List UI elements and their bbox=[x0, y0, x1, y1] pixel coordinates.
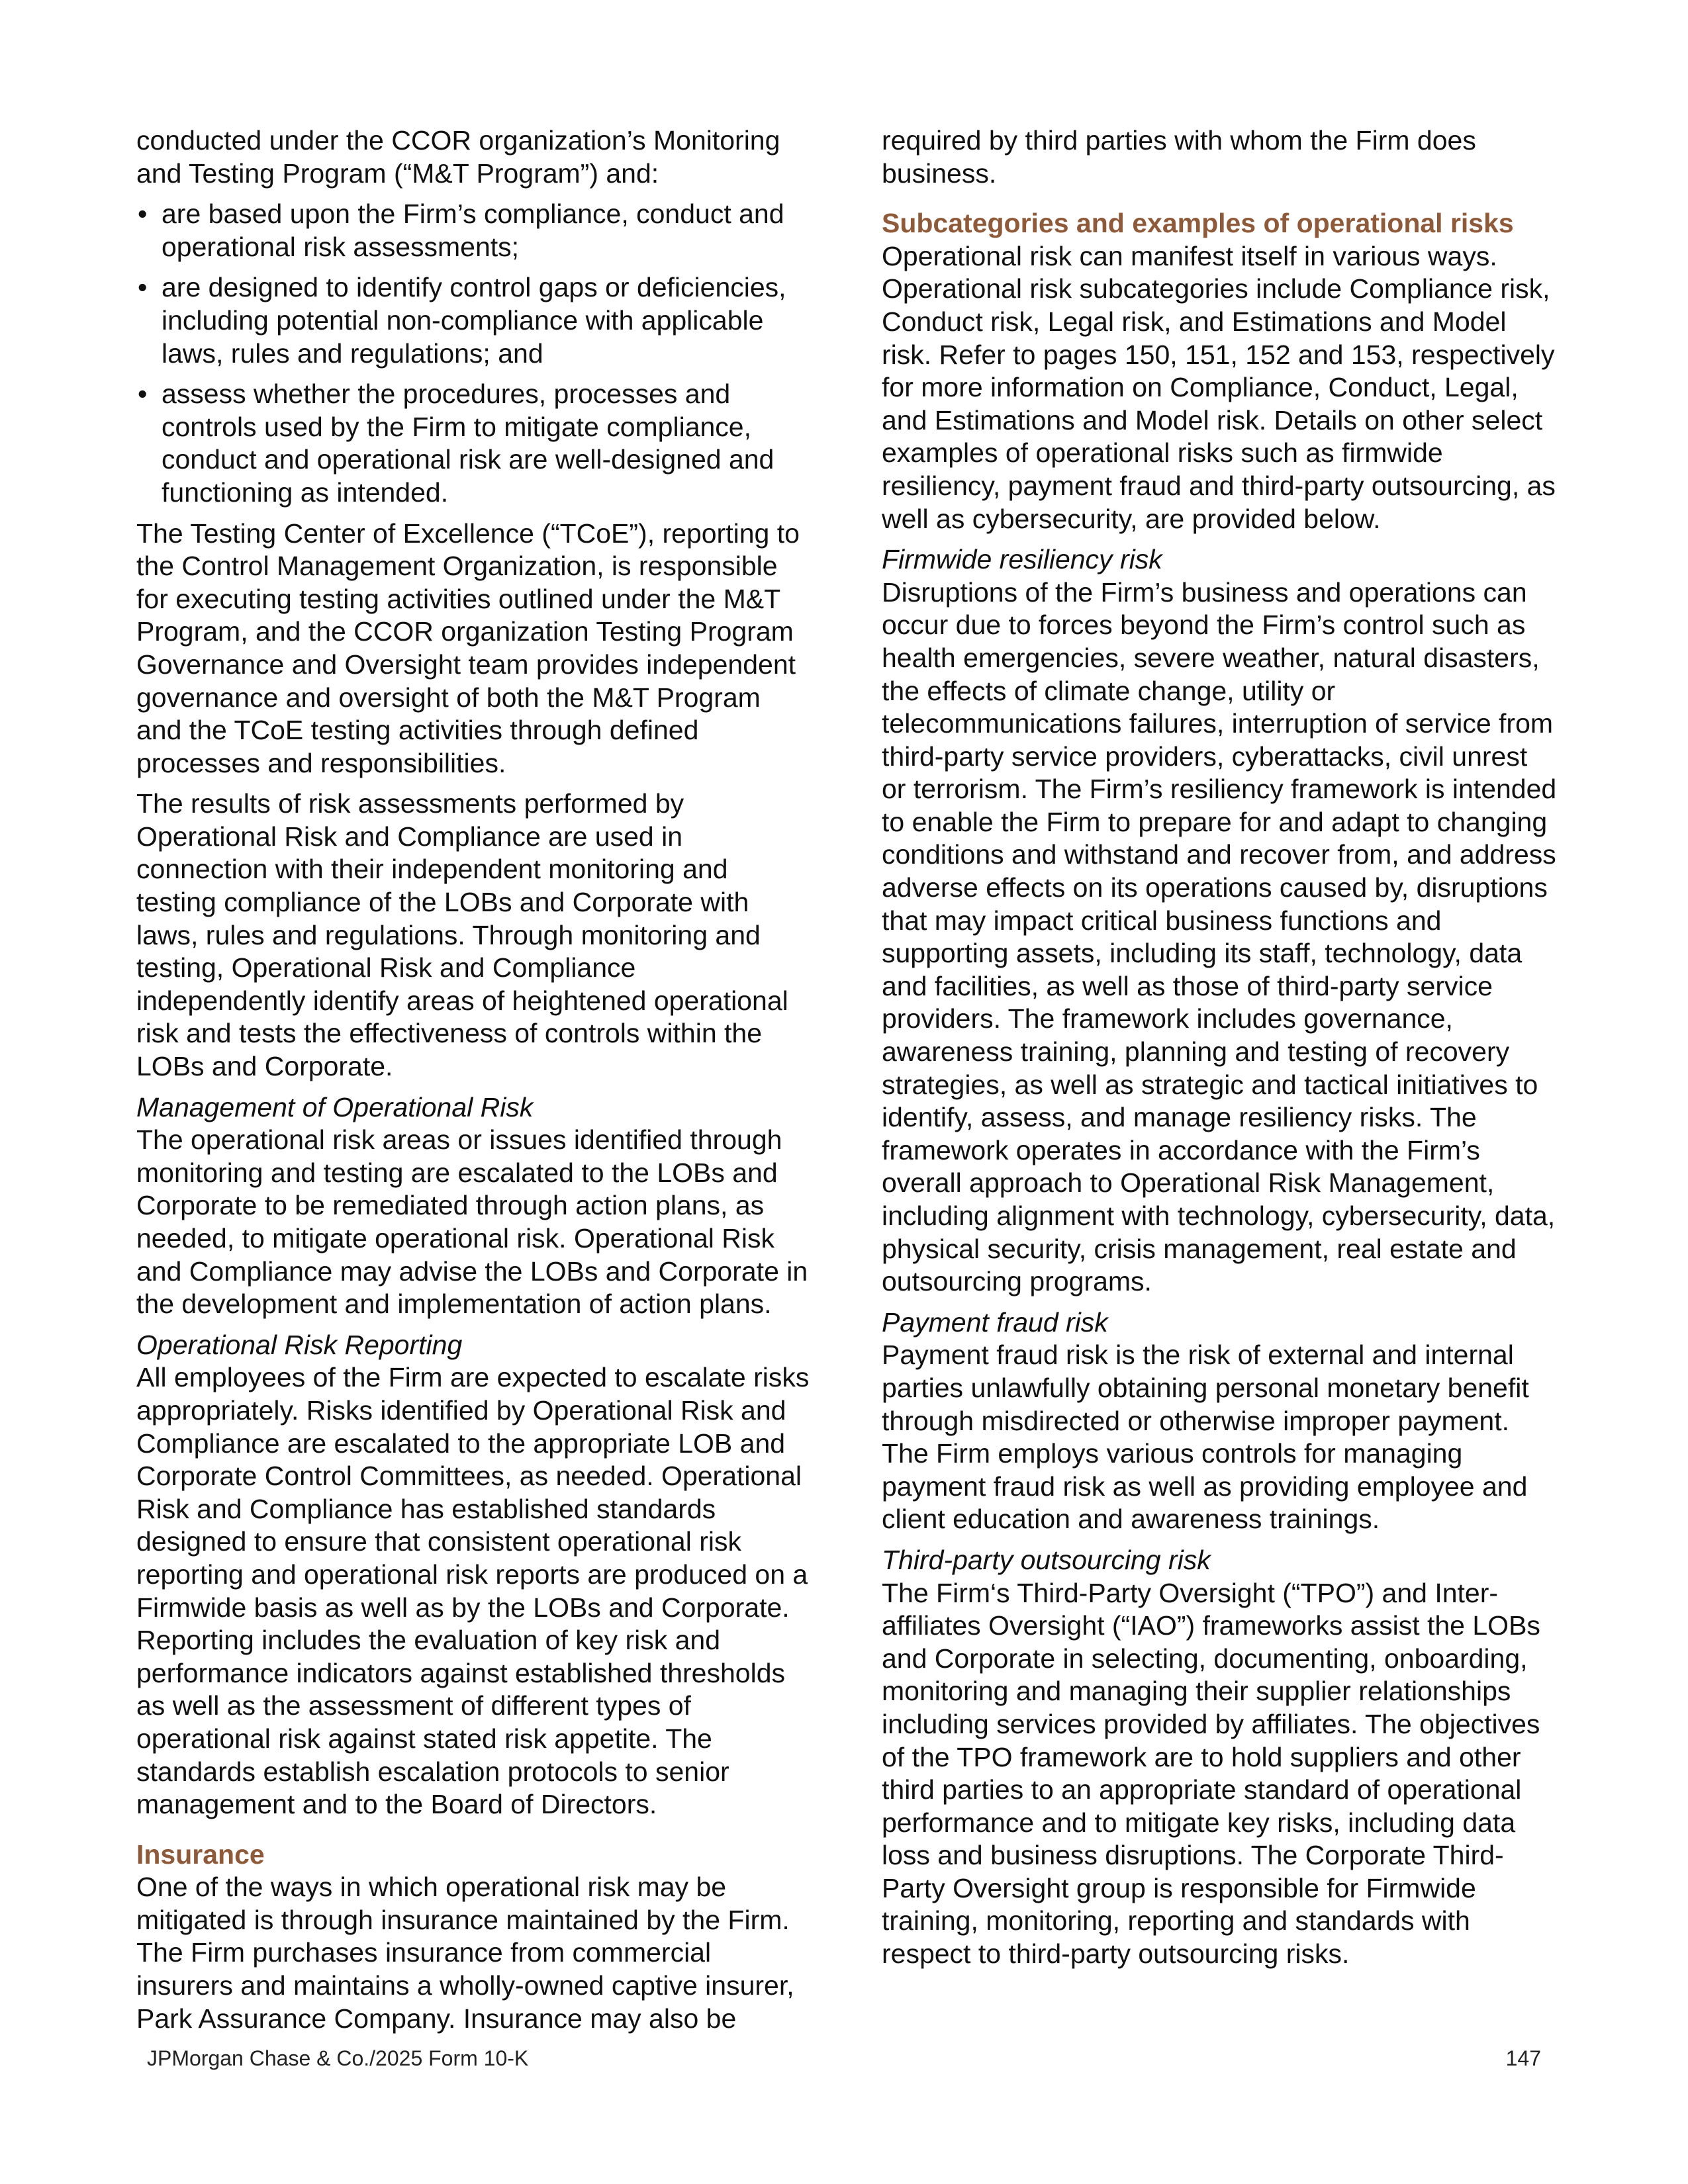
paragraph-insurance: One of the ways in which operational risk may be mitigated is through insurance maintained by the Firm. The Firm purchases insurance from commercial insurers and maintains a wholly-owned captive insurer, Park Assurance Company. Insurance may also be bbox=[136, 1872, 794, 2034]
paragraph-risk-assessments: The results of risk assessments performed by Operational Risk and Compliance are used in connection with their independent monitoring and testing compliance of the LOBs and Corporate with laws, rules and regulations. Through monitoring and testing, Operational Risk and Compliance independently identify areas of heightened operational risk and tests the effectiveness of controls within the LOBs and Corporate. bbox=[136, 788, 788, 1082]
right-column bbox=[882, 124, 1557, 1979]
subheading-resiliency: Firmwide resiliency risk bbox=[882, 544, 1162, 575]
subheading-payment-fraud: Payment fraud risk bbox=[882, 1306, 1108, 1338]
paragraph-mt-program-intro: conducted under the CCOR organization’s Monitoring and Testing Program (“M&T Program”) and: bbox=[136, 125, 780, 189]
paragraph-reporting: All employees of the Firm are expected to escalate risks appropriately. Risks identified by Operational Risk and Compliance are escalated to the appropriate LOB and Corporate Control Committees, as needed. Operational Risk and Compliance has established standards designed to ensure that consistent operational risk reporting and operational risk reports are produced on a Firmwide basis as well as by the LOBs and Corporate. Reporting includes the evaluation of key risk and performance indicators against established thresholds as well as the assessment of different types of operational risk against stated risk appetite. The standards establish escalation protocols to senior management and to the Board of Directors. bbox=[136, 1362, 810, 1820]
paragraph-continuation: required by third parties with whom the Firm does business. bbox=[882, 125, 1476, 189]
bullet-item: • are based upon the Firm’s compliance, conduct and operational risk assessments; bbox=[136, 198, 812, 263]
subheading-management: Management of Operational Risk bbox=[136, 1091, 534, 1122]
spacer bbox=[136, 1829, 812, 1839]
footer-document-title: JPMorgan Chase & Co./2025 Form 10-K bbox=[147, 2046, 529, 2070]
paragraph-payment-fraud: Payment fraud risk is the risk of external and internal parties unlawfully obtaining personal monetary benefit through misdirected or otherwise improper payment. The Firm employs various controls for managing payment fraud risk as well as providing employee and client education and awareness trainings. bbox=[882, 1340, 1529, 1535]
bullet-item: • assess whether the procedures, processes and controls used by the Firm to mitigate compliance, conduct and operational risk are well-designed and functioning as intended. bbox=[136, 378, 812, 509]
paragraph-third-party: The Firm‘s Third-Party Oversight (“TPO”) and Inter-affiliates Oversight (“IAO”) frameworks assist the LOBs and Corporate in selecting, documenting, onboarding, monitoring and managing their supplier relationships including services provided by affiliates. The objectives of the TPO framework are to hold suppliers and other third parties to an appropriate standard of operational performance and to mitigate key risks, including data loss and business disruptions. The Corporate Third-Party Oversight group is responsible for Firmwide training, monitoring, reporting and standards with respect to third-party outsourcing risks. bbox=[882, 1577, 1540, 1970]
section-heading-insurance: Insurance bbox=[136, 1839, 265, 1870]
left-column bbox=[136, 124, 812, 2043]
subheading-third-party: Third-party outsourcing risk bbox=[882, 1544, 1211, 1575]
paragraph-resiliency: Disruptions of the Firm’s business and operations can occur due to forces beyond the Firm’s control such as health emergencies, severe weather, natural disasters, the effects of climate change, utility or telecommunications failures, interruption of service from third-party service providers, cyberattacks, civil unrest or terrorism. The Firm’s resiliency framework is intended to enable the Firm to prepare for and adapt to changing conditions and withstand and recover from, and address adverse effects on its operations caused by, disruptions that may impact critical business functions and supporting assets, including its staff, technology, data and facilities, as well as those of third-party service providers. The framework includes governance, awareness training, planning and testing of recovery strategies, as well as strategic and tactical initiatives to identify, assess, and manage resiliency risks. The framework operates in accordance with the Firm’s overall approach to Operational Risk Management, including alignment with technology, cybersecurity, data, physical security, crisis management, real estate and outsourcing programs. bbox=[882, 576, 1557, 1297]
spacer bbox=[882, 198, 1557, 207]
bullet-item: • are designed to identify control gaps or deficiencies, including potential non-compliance with applicable laws, rules and regulations; and bbox=[136, 271, 812, 370]
paragraph-subcategories: Operational risk can manifest itself in various ways. Operational risk subcategories include Compliance risk, Conduct risk, Legal risk, and Estimations and Model risk. Refer to pages 150, 151, 152 and 153, respectively for more information on Compliance, Conduct, Legal, and Estimations and Model risk. Details on other select examples of operational risks such as firmwide resiliency, payment fraud and third-party outsourcing, as well as cybersecurity, are provided below. bbox=[882, 240, 1556, 534]
footer-page-number: 147 bbox=[1505, 2046, 1541, 2070]
section-heading-subcategories: Subcategories and examples of operational risks bbox=[882, 208, 1514, 239]
bullet-list bbox=[136, 198, 812, 509]
subheading-reporting: Operational Risk Reporting bbox=[136, 1329, 463, 1360]
paragraph-management: The operational risk areas or issues identified through monitoring and testing are escalated to the LOBs and Corporate to be remediated through action plans, as needed, to mitigate operational risk. Operational Risk and Compliance may advise the LOBs and Corporate in the development and implementation of action plans. bbox=[136, 1124, 808, 1320]
paragraph-tcoe: The Testing Center of Excellence (“TCoE”), reporting to the Control Management Organization, is responsible for executing testing activities outlined under the M&T Program, and the CCOR organization Testing Program Governance and Oversight team provides independent governance and oversight of both the M&T Program and the TCoE testing activities through defined processes and responsibilities. bbox=[136, 518, 800, 778]
